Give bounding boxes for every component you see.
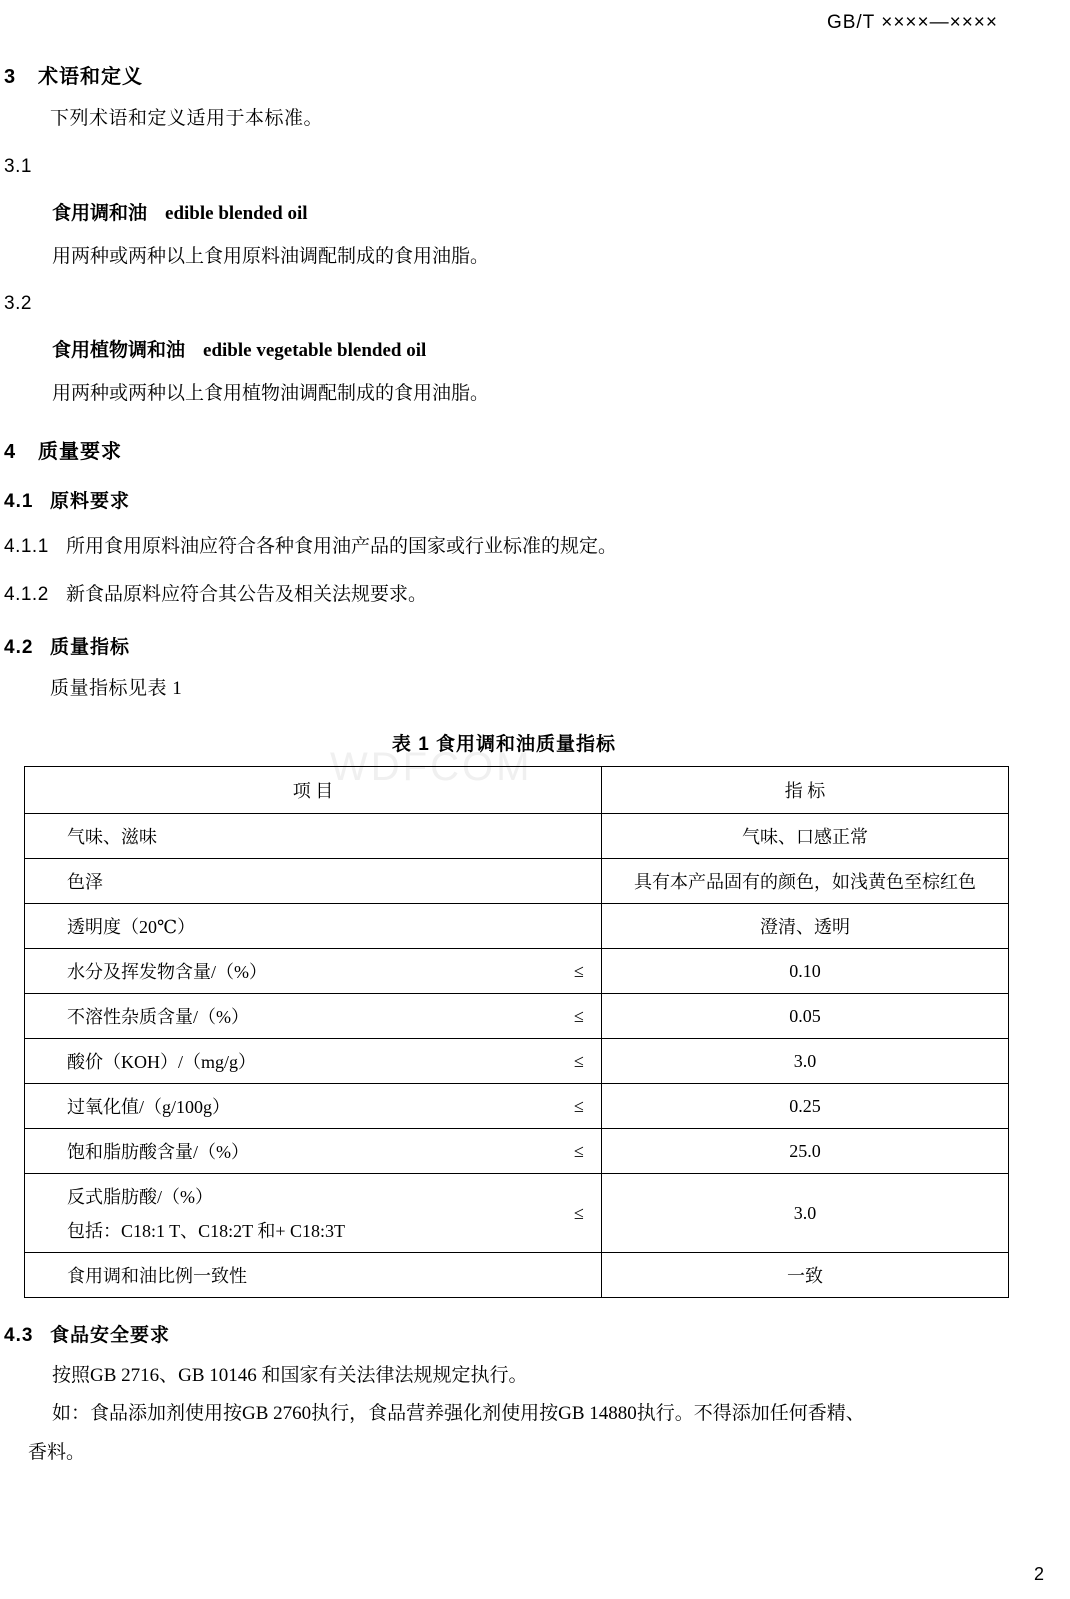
- row-5-item: 不溶性杂质含量/（%）: [25, 994, 558, 1039]
- clause-4-1-2-text: 新食品原料应符合其公告及相关法规要求。: [66, 584, 428, 605]
- table-row: [25, 1253, 1009, 1298]
- row-2-value: 具有本产品固有的颜色，如浅黄色至棕红色: [602, 859, 1009, 904]
- row-6-value: 3.0: [602, 1039, 1009, 1084]
- row-9-operator: ≤: [557, 1174, 602, 1253]
- table-row: [25, 949, 1009, 994]
- section-3-intro: 下列术语和定义适用于本标准。: [50, 108, 324, 129]
- term-3-1: [52, 198, 1008, 225]
- table-row: [25, 1039, 1009, 1084]
- section-4-1-heading: [4, 486, 1008, 513]
- clause-3-2-number: 3.2: [4, 293, 32, 314]
- clause-3-1-number: 3.1: [4, 155, 32, 177]
- section-4-2-heading: [4, 632, 1008, 659]
- term-3-2: [52, 335, 1008, 362]
- row-2-item: 色泽: [25, 859, 558, 904]
- row-7-value: 0.25: [602, 1084, 1009, 1129]
- table-row: [25, 994, 1009, 1039]
- row-4-item: 水分及挥发物含量/（%）: [25, 949, 558, 994]
- row-9-item-line2: 包括：C18:1 T、C18:2T 和+ C18:3T: [67, 1221, 346, 1241]
- row-7-operator: ≤: [557, 1084, 602, 1129]
- table-header-row: [25, 767, 1009, 814]
- section-3-number: 3: [4, 66, 17, 88]
- section-4-1-number: 4.1: [4, 490, 34, 512]
- row-5-value: 0.05: [602, 994, 1009, 1039]
- section-3-title: 术语和定义: [38, 66, 143, 88]
- table-row: [25, 859, 1009, 904]
- quality-index-table: [24, 766, 1009, 1298]
- clause-4-1-1: [4, 533, 1008, 562]
- row-6-operator: ≤: [557, 1039, 602, 1084]
- page-header: GB/T ××××—××××: [826, 12, 998, 33]
- page-number: 2: [1033, 1564, 1044, 1584]
- section-4-3-paragraph-1: 按照GB 2716、GB 10146 和国家有关法律法规规定执行。: [52, 1365, 528, 1386]
- section-4-2-number: 4.2: [4, 636, 34, 658]
- section-4-3-paragraph-2-cont: 香料。: [28, 1441, 86, 1463]
- table-row: [25, 814, 1009, 859]
- row-1-item: 气味、滋味: [25, 814, 558, 859]
- row-10-item: 食用调和油比例一致性: [25, 1253, 558, 1298]
- clause-4-1-1-text: 所用食用原料油应符合各种食用油产品的国家或行业标准的规定。: [66, 535, 618, 557]
- table-row: [25, 1174, 1009, 1253]
- row-9-item-line1: 反式脂肪酸/（%）: [67, 1187, 213, 1207]
- table-row: [25, 1129, 1009, 1174]
- table-header-item: 项 目: [25, 767, 602, 814]
- row-10-value: 一致: [602, 1253, 1009, 1298]
- section-4-2-lead: 质量指标见表 1: [50, 677, 183, 699]
- section-4-number: 4: [4, 440, 17, 463]
- section-4-heading: [4, 435, 1008, 464]
- table-1-caption: 表 1 食用调和油质量指标: [391, 734, 617, 755]
- section-4-3-title: 食品安全要求: [50, 1325, 171, 1346]
- row-2-operator: [557, 859, 602, 904]
- clause-4-1-2: [4, 581, 1008, 610]
- row-6-item: 酸价（KOH）/（mg/g）: [25, 1039, 558, 1084]
- row-3-operator: [557, 904, 602, 949]
- row-5-operator: ≤: [557, 994, 602, 1039]
- clause-4-1-2-number: 4.1.2: [4, 584, 49, 605]
- row-1-operator: [557, 814, 602, 859]
- term-3-1-definition: 用两种或两种以上食用原料油调配制成的食用油脂。: [52, 245, 490, 267]
- section-4-3-number: 4.3: [4, 1325, 34, 1346]
- row-8-operator: ≤: [557, 1129, 602, 1174]
- section-4-3-paragraph-2: 如：食品添加剂使用按GB 2760执行，食品营养强化剂使用按GB 14880执行。不得添加任何香精、: [52, 1403, 865, 1425]
- term-3-1-en: edible blended oil: [165, 202, 308, 224]
- row-10-operator: [557, 1253, 602, 1298]
- table-row: [25, 904, 1009, 949]
- row-4-operator: ≤: [557, 949, 602, 994]
- section-4-2-title: 质量指标: [50, 636, 131, 658]
- row-9-item: [25, 1174, 558, 1253]
- row-3-value: 澄清、透明: [602, 904, 1009, 949]
- section-4-1-title: 原料要求: [50, 490, 131, 512]
- row-9-value: 3.0: [602, 1174, 1009, 1253]
- section-3-heading: [4, 60, 1008, 89]
- term-3-1-cn: 食用调和油: [52, 202, 148, 224]
- section-4-title: 质量要求: [38, 440, 122, 463]
- table-header-index: 指 标: [602, 767, 1009, 814]
- term-3-2-definition: 用两种或两种以上食用植物油调配制成的食用油脂。: [52, 383, 490, 404]
- row-4-value: 0.10: [602, 949, 1009, 994]
- term-3-2-en: edible vegetable blended oil: [203, 340, 427, 361]
- watermark: WDFCOM: [330, 745, 533, 789]
- row-8-item: 饱和脂肪酸含量/（%）: [25, 1129, 558, 1174]
- row-8-value: 25.0: [602, 1129, 1009, 1174]
- row-7-item: 过氧化值/（g/100g）: [25, 1084, 558, 1129]
- row-1-value: 气味、口感正常: [602, 814, 1009, 859]
- section-4-3-heading: [4, 1320, 1008, 1347]
- table-row: [25, 1084, 1009, 1129]
- clause-4-1-1-number: 4.1.1: [4, 535, 49, 557]
- row-3-item: 透明度（20℃）: [25, 904, 558, 949]
- term-3-2-cn: 食用植物调和油: [52, 340, 186, 361]
